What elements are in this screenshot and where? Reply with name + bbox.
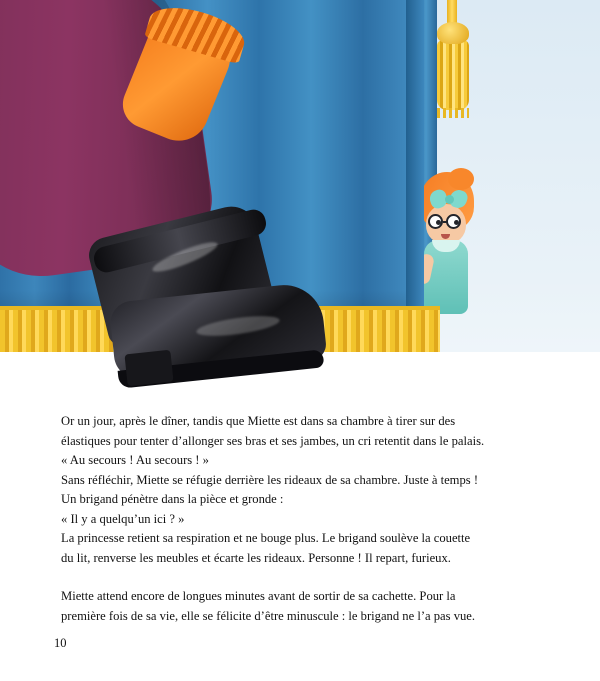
curtain-edge (406, 0, 424, 330)
story-line: La princesse retient sa respiration et ne bouge plus. Le brigand soulève la couette (61, 531, 471, 545)
girl-miette (418, 172, 480, 320)
girl-bow-icon (430, 190, 470, 208)
story-line: élastiques pour tenter d’allonger ses bras et ses jambes, un cri retentit dans le palais. (61, 433, 485, 448)
girl-glasses-icon (426, 214, 466, 230)
story-line: Or un jour, après le dîner, tandis que Miette est dans sa chambre à tirer sur des (61, 414, 456, 428)
girl-eye-right (454, 220, 459, 225)
boot-strap (124, 350, 173, 387)
story-line: « Il y a quelqu’un ici ? » (61, 511, 185, 526)
bow-knot (445, 195, 454, 204)
girl-eye-left (436, 220, 441, 225)
glasses-bridge (443, 221, 448, 223)
story-line: Sans réfléchir, Miette se réfugie derrière les rideaux de sa chambre. Juste à temps ! (61, 472, 479, 487)
story-line: Un brigand pénètre dans la pièce et gronde : (61, 492, 284, 506)
story-line: du lit, renverse les meubles et écarte les rideaux. Personne ! Il repart, furieux. (61, 550, 451, 565)
story-line: Miette attend encore de longues minutes avant de sortir de sa cachette. Pour la (61, 589, 456, 603)
girl-hair-bun (448, 168, 474, 190)
page-number: 10 (54, 636, 67, 650)
story-text (61, 412, 539, 626)
tassel-knot (437, 22, 469, 44)
story-line: première fois de sa vie, elle se félicite d’être minuscule : le brigand ne l’a pas vue. (61, 608, 476, 623)
story-line: « Au secours ! Au secours ! » (61, 453, 209, 467)
gold-tassel (437, 40, 469, 110)
